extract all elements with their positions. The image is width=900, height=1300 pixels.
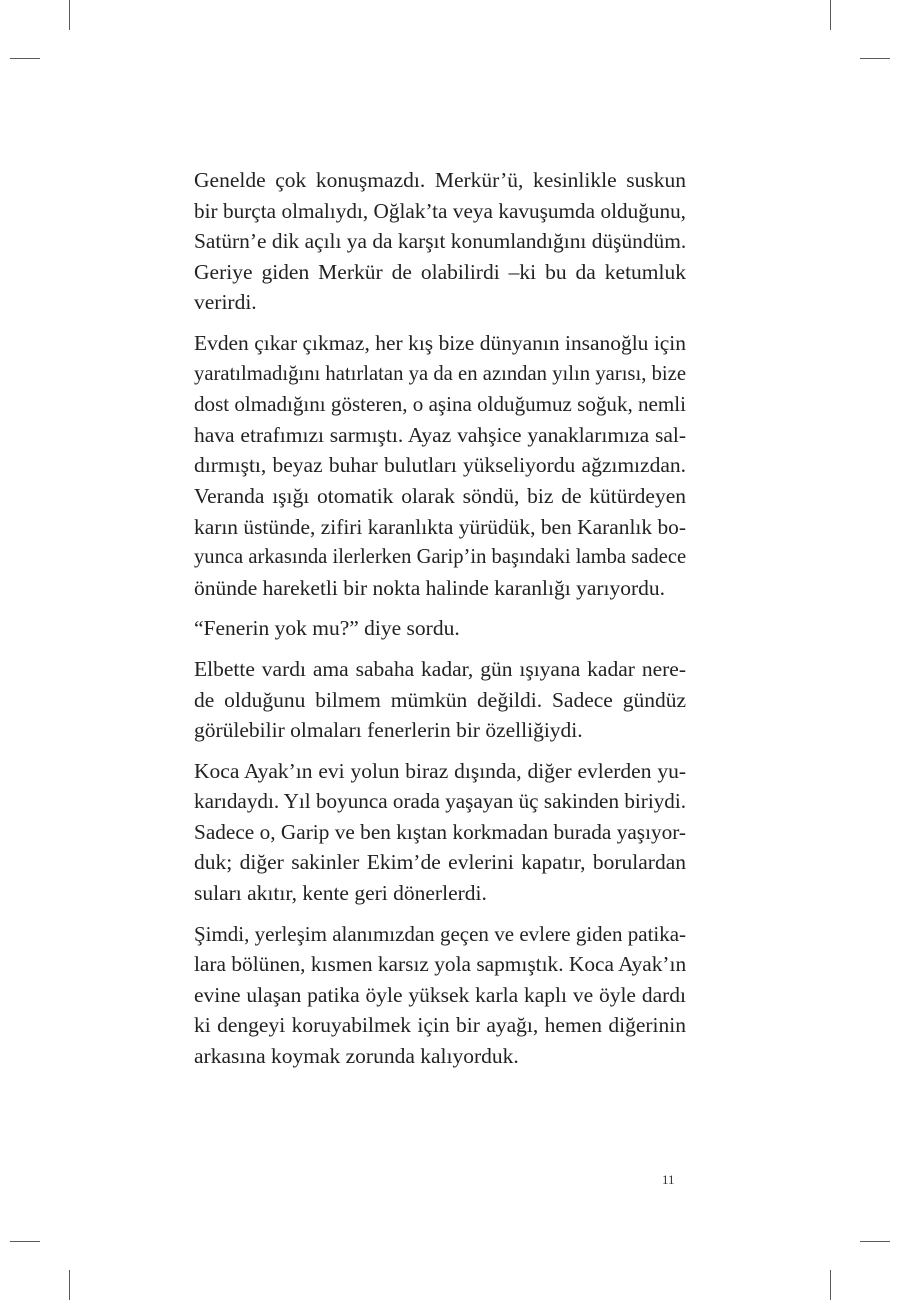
- crop-mark-top-left-vertical: [69, 0, 70, 30]
- text-line: Elbette vardı ama sabaha kadar, gün ışıyana kadar nere-: [194, 656, 686, 681]
- text-line: Evden çıkar çıkmaz, her kış bize dünyanın insanoğlu için: [194, 330, 686, 355]
- text-line: hava etrafımızı sarmıştı. Ayaz vahşice yanaklarımıza sal-: [194, 422, 686, 447]
- text-line: lara bölünen, kısmen karsız yola sapmıştık. Koca Ayak’ın: [194, 952, 687, 977]
- text-line: görülebilir olmaları fenerlerin bir özelliğiydi.: [194, 718, 583, 743]
- text-line: Sadece o, Garip ve ben kıştan korkmadan burada yaşıyor-: [194, 819, 686, 844]
- crop-mark-top-right-horizontal: [860, 58, 890, 59]
- text-line: ki dengeyi koruyabilmek için bir ayağı, hemen diğerinin: [194, 1013, 686, 1038]
- text-line: Geriye giden Merkür de olabilirdi –ki bu da ketumluk: [194, 259, 686, 284]
- crop-mark-bottom-right-vertical: [830, 1270, 831, 1300]
- crop-mark-bottom-right-horizontal: [860, 1241, 890, 1242]
- text-line: Genelde çok konuşmazdı. Merkür’ü, kesinlikle suskun: [194, 168, 686, 192]
- text-line: önünde hareketli bir nokta halinde karanlığı yarıyordu.: [194, 575, 666, 600]
- text-line: verirdi.: [194, 290, 257, 315]
- body-text: [194, 165, 686, 1072]
- text-line: yunca arkasında ilerlerken Garip’in başındaki lamba sadece: [194, 546, 687, 569]
- text-line: arkasına koymak zorunda kalıyorduk.: [194, 1044, 519, 1069]
- paragraph-3: [194, 613, 686, 644]
- text-line: “Fenerin yok mu?” diye sordu.: [194, 616, 460, 641]
- crop-mark-bottom-left-vertical: [69, 1270, 70, 1300]
- text-line: karıdaydı. Yıl boyunca orada yaşayan üç sakinden biriydi.: [194, 789, 686, 814]
- crop-mark-top-right-vertical: [830, 0, 831, 30]
- text-line: evine ulaşan patika öyle yüksek karla kaplı ve öyle dardı: [194, 982, 686, 1007]
- text-line: de olduğunu bilmem mümkün değildi. Sadece gündüz: [194, 687, 686, 712]
- text-line: dırmıştı, beyaz buhar bulutları yükseliyordu ağzımızdan.: [194, 453, 686, 478]
- text-line: Veranda ışığı otomatik olarak söndü, biz de kütürdeyen: [194, 483, 686, 508]
- text-line: yaratılmadığını hatırlatan ya da en azından yılın yarısı, bize: [194, 362, 686, 385]
- crop-mark-top-left-horizontal: [10, 58, 40, 59]
- text-line: dost olmadığını gösteren, o aşina olduğumuz soğuk, nemli: [194, 392, 686, 417]
- crop-mark-bottom-left-horizontal: [10, 1241, 40, 1242]
- paragraph-1: [194, 165, 686, 318]
- text-line: suları akıtır, kente geri dönerlerdi.: [194, 881, 487, 906]
- text-line: duk; diğer sakinler Ekim’de evlerini kapatır, borulardan: [194, 850, 686, 875]
- paragraph-5: [194, 756, 686, 909]
- text-line: Şimdi, yerleşim alanımızdan geçen ve evlere giden patika-: [194, 921, 686, 946]
- text-line: bir burçta olmalıydı, Oğlak’ta veya kavuşumda olduğunu,: [194, 198, 686, 223]
- text-line: Satürn’e dik açılı ya da karşıt konumlandığını düşündüm.: [194, 229, 687, 254]
- paragraph-6: [194, 919, 686, 1072]
- paragraph-4: [194, 654, 686, 746]
- text-line: Koca Ayak’ın evi yolun biraz dışında, diğer evlerden yu-: [194, 758, 686, 783]
- page-number: 11: [662, 1172, 675, 1187]
- text-line: karın üstünde, zifiri karanlıkta yürüdük, ben Karanlık bo-: [194, 514, 686, 539]
- paragraph-2: [194, 328, 686, 603]
